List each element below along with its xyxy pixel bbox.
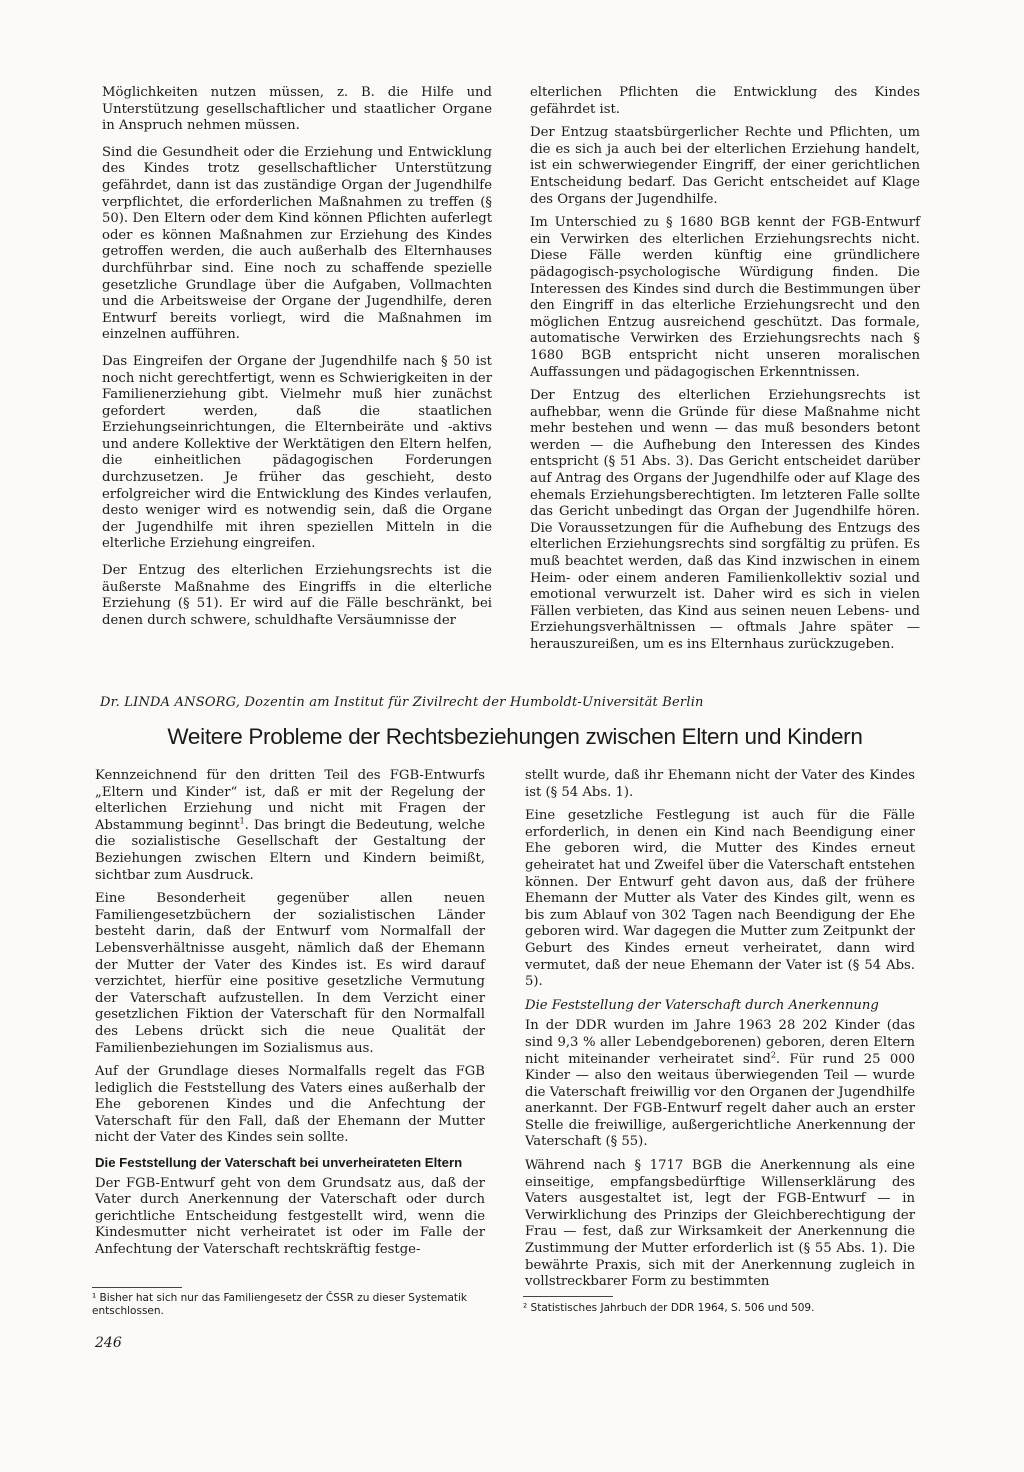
paragraph-text: Kennzeichnend für den dritten Teil des FGB-Entwurfs „Eltern und Kinder“ ist, daß er mit der Regelung der elterlichen Erziehung und nicht mit Fragen der Abstammung beginnt xyxy=(95,768,485,833)
paragraph: Während nach § 1717 BGB die Anerkennung als eine einseitige, empfangsbedürftige Willenserklärung des Vaters ausgestaltet ist, legt der FGB-Entwurf — in Verwirklichung des Prinzips der Gleichberechtigung der Frau — fest, daß zur Wirksamkeit der Anerkennung die Zustimmung der Mutter erforderlich ist (§ 55 Abs. 1). Die bewährte Praxis, sich mit der Anerkennung zugleich in vollstreckbarer Form zu bestimmten xyxy=(525,1158,915,1290)
paragraph-text: . Für rund 25 000 Kinder — also den weitaus überwiegenden Teil — wurde die Vaterschaft freiwillig vor den Organen der Jugendhilfe anerkannt. Der FGB-Entwurf regelt daher auch an erster Stelle die freiwillige, außergerichtliche Anerkennung der Vaterschaft (§ 55). xyxy=(525,1051,915,1150)
paragraph xyxy=(95,768,485,884)
paragraph: Eine gesetzliche Festlegung ist auch für die Fälle erforderlich, in denen ein Kind nach Beendigung einer Ehe geboren wird, die Mutter des Kindes erneut geheiratet hat und Zweifel über die Vaterschaft entstehen können. Der Entwurf geht davon aus, daß der frühere Ehemann der Mutter als Vater des Kindes gilt, wenn es bis zum Ablauf von 302 Tagen nach Beendigung der Ehe geboren wird. War dagegen die Mutter zum Zeitpunkt der Geburt des Kindes erneut verheiratet, dann wird vermutet, daß der neue Ehemann der Vater ist (§ 54 Abs. 5). xyxy=(525,808,915,990)
footnote-ref: 2 xyxy=(770,1050,776,1060)
bottom-left-column xyxy=(95,768,485,1266)
paragraph-text: . Das bringt die Bedeutung, welche die sozialistische Gesellschaft der Gestaltung der Beziehungen zwischen Eltern und Kindern beimißt, sichtbar zum Ausdruck. xyxy=(95,817,486,883)
paragraph: Im Unterschied zu § 1680 BGB kennt der FGB-Entwurf ein Verwirken des elterlichen Erziehungsrechts nicht. Diese Fälle werden künftig eine gründlichere pädagogisch-psychologische Würdigung finden. Die Interessen des Kindes sind durch die Bestimmungen über den Eingriff in das elterliche Erziehungsrecht und den möglichen Entzug ausreichend geschützt. Das formale, automatische Verwirken des Erziehungsrechts nach § 1680 BGB entspricht nicht unseren moralischen Auffassungen und pädagogischen Erkenntnissen. xyxy=(530,215,920,380)
paragraph: Der Entzug des elterlichen Erziehungsrechts ist aufhebbar, wenn die Gründe für diese Maßnahme nicht mehr bestehen und wenn — das muß besonders betont werden — die Aufhebung den Interessen des Kindes entspricht (§ 51 Abs. 3). Das Gericht entscheidet darüber auf Antrag des Organs der Jugendhilfe oder auf Klage des ehemals Erziehungsberechtigten. Im letzteren Falle sollte das Gericht unbedingt das Organ der Jugendhilfe hören. Die Voraussetzungen für die Aufhebung des Entzugs des elterlichen Erziehungsrechts sind sorgfältig zu prüfen. Es muß beachtet werden, daß das Kind inzwischen in einem Heim- oder einem anderen Familienkollektiv sozial und emotional verwurzelt ist. Daher wird es sich in vielen Fällen verbieten, das Kind aus seinen neuen Lebens- und Erziehungsverhältnissen — oftmals Jahre später — herauszureißen, um es ins Elternhaus zurückzugeben. xyxy=(530,388,920,652)
paragraph: Auf der Grundlage dieses Normalfalls regelt das FGB lediglich die Feststellung des Vaters eines außerhalb der Ehe geborenen Kindes und die Anfechtung der Vaterschaft für den Fall, daß der Ehemann der Mutter nicht der Vater des Kindes sein sollte. xyxy=(95,1064,485,1146)
top-right-column xyxy=(530,85,920,661)
footnote-divider xyxy=(92,1287,182,1288)
paragraph xyxy=(525,1018,915,1151)
page-number: 246 xyxy=(95,1335,122,1351)
bottom-right-column xyxy=(525,768,915,1298)
footnote-2: ² Statistisches Jahrbuch der DDR 1964, S. 506 und 509. xyxy=(523,1302,815,1314)
footnote-divider xyxy=(523,1296,613,1297)
paragraph: Sind die Gesundheit oder die Erziehung und Entwicklung des Kindes trotz gesellschaftlicher Unterstützung gefährdet, dann ist das zuständige Organ der Jugendhilfe verpflichtet, die erforderlichen Maßnahmen zu treffen (§ 50). Den Eltern oder dem Kind können Pflichten auferlegt oder es können Maßnahmen zur Erziehung des Kindes getroffen werden, die auch außerhalb des Elternhauses durchführbar sind. Eine noch zu schaffende spezielle gesetzliche Grundlage über die Aufgaben, Vollmachten und die Arbeitsweise der Organe der Jugendhilfe, deren Entwurf bereits vorliegt, wird die Maßnahmen im einzelnen aufführen. xyxy=(102,144,492,343)
top-left-column xyxy=(102,85,492,636)
paragraph: Möglichkeiten nutzen müssen, z. B. die Hilfe und Unterstützung gesellschaftlicher und staatlicher Organe in Anspruch nehmen müssen. xyxy=(102,85,492,134)
section-heading: Die Feststellung der Vaterschaft bei unverheirateten Eltern xyxy=(95,1155,463,1171)
paragraph: Der Entzug staatsbürgerlicher Rechte und Pflichten, um die es sich ja auch bei der elterlichen Erziehung handelt, ist ein schwerwiegender Eingriff, der einer gerichtlichen Entscheidung bedarf. Das Gericht entscheidet auf Klage des Organs der Jugendhilfe. xyxy=(530,125,920,207)
paragraph: Das Eingreifen der Organe der Jugendhilfe nach § 50 ist noch nicht gerechtfertigt, wenn es Schwierigkeiten in der Familienerziehung gibt. Vielmehr muß hier zunächst gefordert werden, daß die staatlichen Erziehungseinrichtungen, die Elternbeiräte und -aktivs und andere Kollektive der Werktätigen den Eltern helfen, die einheitlichen pädagogischen Forderungen durchzusetzen. Je früher das geschieht, desto erfolgreicher wird die Entwicklung des Kindes verlaufen, desto weniger wird es notwendig sein, daß die Organe der Jugendhilfe mit ihren speziellen Mitteln in die elterliche Erziehung eingreifen. xyxy=(102,353,492,552)
paragraph-text: In der DDR wurden im Jahre 1963 28 202 Kinder (das sind 9,3 % aller Lebendgeborenen) geboren, deren Eltern nicht miteinander verheiratet sind xyxy=(525,1018,915,1067)
paragraph: Eine Besonderheit gegenüber allen neuen Familiengesetzbüchern der sozialistischen Länder besteht darin, daß der Entwurf vom Normalfall der Lebensverhältnisse ausgeht, nämlich daß der Ehemann der Mutter der Vater des Kindes ist. Es wird darauf verzichtet, hierfür eine positive gesetzliche Vermutung der Vaterschaft aufzustellen. In dem Verzicht einer gesetzlichen Fiktion der Vaterschaft für den Normalfall des Lebens drückt sich die neue Qualität der Familienbeziehungen im Sozialismus aus. xyxy=(95,891,485,1056)
section-subheading: Die Feststellung der Vaterschaft durch Anerkennung xyxy=(525,997,879,1013)
article-title: Weitere Probleme der Rechtsbeziehungen zwischen Eltern und Kindern xyxy=(167,724,863,749)
paragraph: Der FGB-Entwurf geht von dem Grundsatz aus, daß der Vater durch Anerkennung der Vaterschaft oder durch gerichtliche Entscheidung festgestellt wird, wenn die Kindesmutter nicht verheiratet ist oder im Falle der Anfechtung der Vaterschaft rechtskräftig festge- xyxy=(95,1175,485,1258)
footnote-ref: 1 xyxy=(239,816,245,826)
paragraph: Der Entzug des elterlichen Erziehungsrechts ist die äußerste Maßnahme des Eingriffs in die elterliche Erziehung (§ 51). Er wird auf die Fälle beschränkt, bei denen durch schwere, schuldhafte Versäumnisse der xyxy=(102,563,492,628)
author-byline: Dr. LINDA ANSORG, Dozentin am Institut für Zivilrecht der Humboldt-Universität Berlin xyxy=(100,695,704,710)
paragraph: stellt wurde, daß ihr Ehemann nicht der Vater des Kindes ist (§ 54 Abs. 1). xyxy=(525,768,915,800)
footnote-1: ¹ Bisher hat sich nur das Familiengesetz der ČSSR zu dieser Systematik entschlossen. xyxy=(92,1292,468,1317)
paragraph: elterlichen Pflichten die Entwicklung des Kindes gefährdet ist. xyxy=(530,85,920,117)
